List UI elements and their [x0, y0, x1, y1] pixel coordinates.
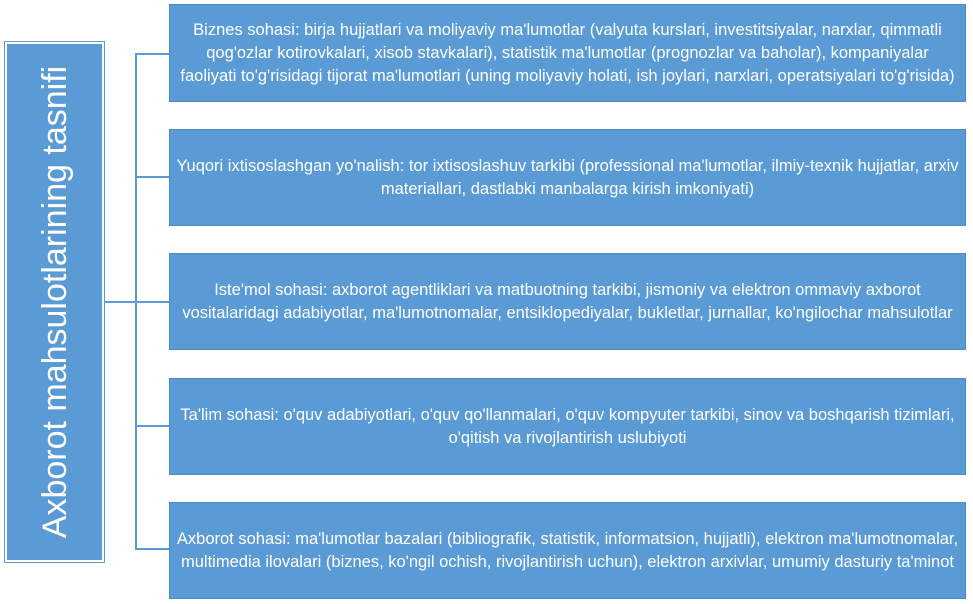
category-node-specialized	[169, 129, 966, 226]
category-node-business	[169, 4, 966, 102]
category-text: Iste'mol sohasi: axborot agentliklari va matbuotning tarkibi, jismoniy va elektron ommaviy axborot vositalaridagi adabiyotlar, ma'lumotnomalar, entsiklopediyalar, bukletlar, jurnallar, ko'ngilochar mahsulotlar	[182, 280, 953, 322]
category-node-consumer	[169, 253, 966, 350]
category-text: Ta'lim sohasi: o'quv adabiyotlari, o'quv qo'llanmalari, o'quv kompyuter tarkibi, sinov va boshqarish tizimlari, o'qitish va rivojlantirish uslubiyoti	[180, 405, 955, 447]
root-title: Axborot mahsulotlarining tasnifi	[35, 65, 74, 539]
category-text: Yuqori ixtisoslashgan yo'nalish: tor ixtisoslashuv tarkibi (professional ma'lumotlar, ilmiy-texnik hujjatlar, arxiv materiallari, dastlabki manbalarga kirish imkoniyati)	[176, 156, 959, 198]
branch-connector	[135, 548, 169, 550]
branch-connector	[135, 301, 169, 303]
branch-connector	[135, 176, 169, 178]
category-node-education	[169, 378, 966, 475]
branch-connector	[135, 53, 169, 55]
root-node	[5, 42, 104, 562]
category-text: Axborot sohasi: ma'lumotlar bazalari (bibliografik, statistik, informatsion, hujjatli), elektron ma'lumotnomalar, multimedia ilovalari (biznes, ko'ngil ochish, rivojlantirish uchun), elektron arxivlar, umumiy dasturiy ta'minot	[176, 529, 959, 571]
category-text: Biznes sohasi: birja hujjatlari va moliyaviy ma'lumotlar (valyuta kurslari, investitsiyalar, narxlar, qimmatli qog'ozlar kotirovkalari, xisob stavkalari), statistik ma'lumotlar (prognozlar va baholar), kompaniyalar faoliyati to'g'risidagi tijorat ma'lumotlari (uning moliyaviy holati, ish joylari, narxlari, operatsiyalari to'g'risida)	[180, 20, 955, 85]
category-node-information	[169, 502, 966, 599]
root-connector	[104, 301, 136, 303]
branch-connector	[135, 425, 169, 427]
